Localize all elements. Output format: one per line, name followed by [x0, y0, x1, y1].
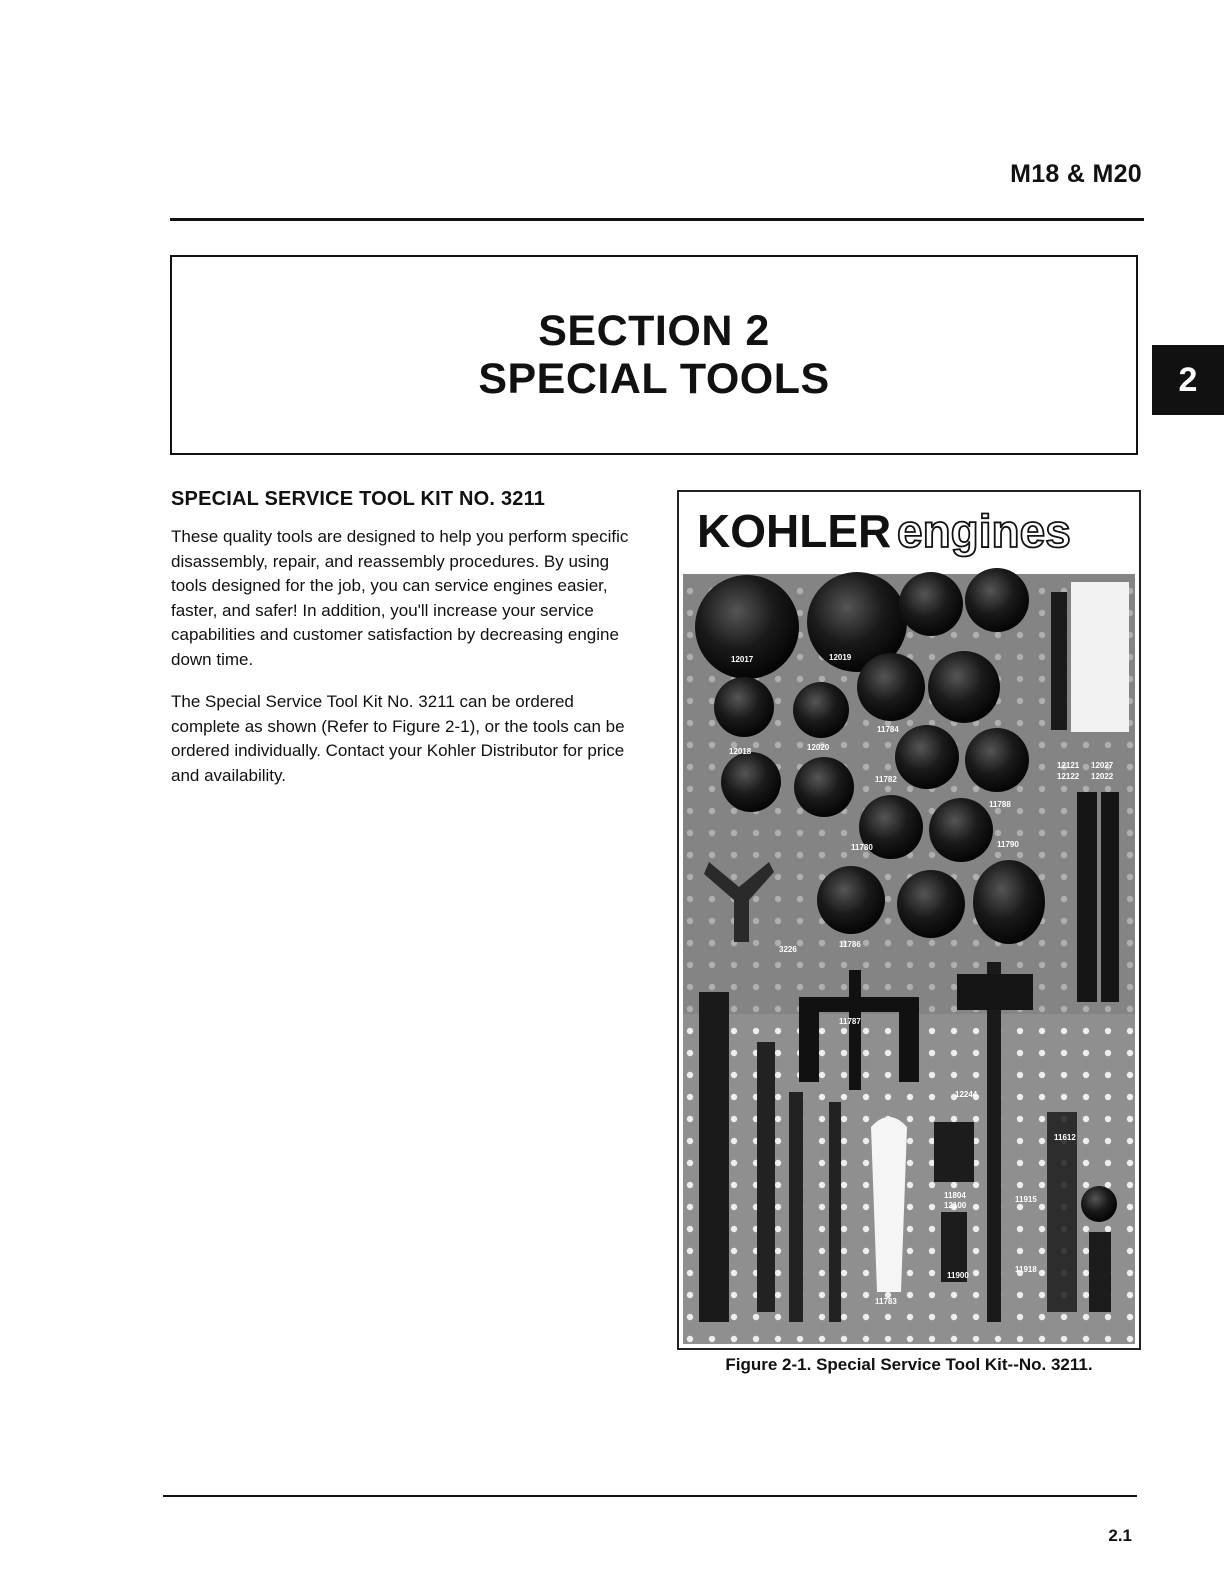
label-12121: 12121 [1057, 761, 1080, 770]
body-column [171, 488, 633, 806]
ordering-paragraph: The Special Service Tool Kit No. 3211 can be ordered complete as shown (Refer to Figure 2-1), or the tools can be ordered individually. Contact your Kohler Distributor for price and availability. [171, 692, 625, 785]
label-11786: 11786 [839, 940, 861, 949]
section-title: SPECIAL TOOLS [478, 355, 830, 403]
section-number: SECTION 2 [538, 307, 770, 355]
label-11784: 11784 [877, 725, 899, 734]
model-title: M18 & M20 [1010, 160, 1142, 188]
label-11782: 11782 [875, 775, 897, 784]
label-11804: 11804 [944, 1191, 966, 1200]
label-3226: 3226 [779, 945, 797, 954]
label-12027: 12027 [1091, 761, 1114, 770]
label-11915: 11915 [1015, 1195, 1037, 1204]
kit-heading: SPECIAL SERVICE TOOL KIT NO. 3211 [171, 488, 546, 510]
section-tab: 2 [1152, 345, 1224, 415]
label-11780: 11780 [851, 843, 873, 852]
label-11612: 11612 [1054, 1133, 1076, 1142]
label-11783: 11783 [875, 1297, 897, 1306]
page-number: 2.1 [1108, 1526, 1132, 1545]
label-12019: 12019 [829, 653, 852, 662]
label-12017: 12017 [731, 655, 754, 664]
label-12122: 12122 [1057, 772, 1080, 781]
label-11788: 11788 [989, 800, 1011, 809]
label-12100: 12100 [944, 1201, 967, 1210]
logo-kohler: KOHLER [697, 505, 892, 557]
label-11918: 11918 [1015, 1265, 1037, 1274]
tool-board-illustration [679, 492, 1139, 1348]
section-title-box [170, 255, 1138, 455]
label-11787: 11787 [839, 1017, 861, 1026]
label-12018: 12018 [729, 747, 752, 756]
label-12244: 12244 [955, 1090, 978, 1099]
footer-rule [163, 1495, 1137, 1497]
logo-engines: engines [897, 505, 1071, 557]
label-11900: 11900 [947, 1271, 969, 1280]
figure-caption: Figure 2-1. Special Service Tool Kit--No. 3211. [725, 1355, 1093, 1374]
label-12022: 12022 [1091, 772, 1114, 781]
tool-kit-photo [677, 490, 1141, 1350]
header-rule [170, 218, 1144, 221]
label-11790: 11790 [997, 840, 1019, 849]
intro-paragraph: These quality tools are designed to help you perform specific disassembly, repair, and reassembly procedures. By using tools designed for the job, you can service engines easier, faster, and safer! In addition, you'll increase your service capabilities and customer satisfaction by decreasing engine down time. [171, 527, 629, 669]
label-12020: 12020 [807, 743, 830, 752]
